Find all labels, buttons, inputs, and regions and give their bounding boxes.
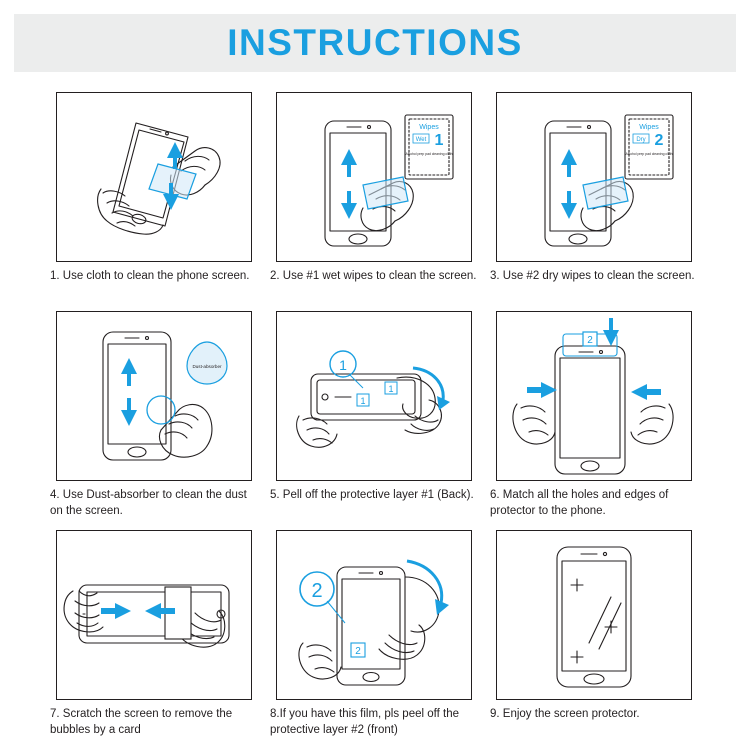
- step-illustration-8: [276, 530, 472, 700]
- step-illustration-7: [56, 530, 252, 700]
- svg-text:Alcohol prep pad cleaning clot: Alcohol prep pad cleaning cloth: [405, 152, 453, 156]
- layer-label-2a: 2: [587, 335, 593, 346]
- step-illustration-5: [276, 311, 472, 481]
- step-caption-7: 7. Scratch the screen to remove the bubbles by a card: [50, 708, 233, 736]
- wipes-label-2: Wipes: [419, 124, 439, 131]
- step-caption-5: 5. Pell off the protective layer #1 (Back).: [270, 489, 474, 501]
- svg-text:1: 1: [434, 132, 444, 149]
- step-cell-9: [484, 530, 704, 749]
- step-cell-7: [44, 530, 264, 749]
- wipes-label-3: Wipes: [639, 124, 659, 131]
- step-caption-6: 6. Match all the holes and edges of protector to the phone.: [490, 489, 669, 517]
- header-banner: [14, 14, 736, 72]
- svg-text:2: 2: [654, 132, 664, 149]
- step-caption-8: 8.If you have this film, pls peel off the protective layer #2 (front): [270, 708, 460, 736]
- svg-text:Dry: Dry: [636, 137, 646, 143]
- step-cell-6: [484, 311, 704, 530]
- step-cell-8: [264, 530, 484, 749]
- step-cell-4: [44, 311, 264, 530]
- step-caption-2: 2. Use #1 wet wipes to clean the screen.: [270, 270, 477, 282]
- step-illustration-6: [496, 311, 692, 481]
- layer-label-2b: 2: [311, 580, 323, 602]
- layer-label-1b: 1: [388, 384, 394, 394]
- step-illustration-2: [276, 92, 472, 262]
- step-caption-3: 3. Use #2 dry wipes to clean the screen.: [490, 270, 695, 282]
- steps-grid: [44, 92, 706, 749]
- step-cell-2: [264, 92, 484, 311]
- step-cell-3: [484, 92, 704, 311]
- dust-absorber-label: Dust-absorber: [192, 364, 222, 369]
- page-title: INSTRUCTIONS: [227, 22, 523, 63]
- step-cell-5: [264, 311, 484, 530]
- step-cell-1: [44, 92, 264, 311]
- layer-label-2c: 2: [355, 646, 361, 657]
- step-caption-9: 9. Enjoy the screen protector.: [490, 708, 640, 720]
- layer-label-1c: 1: [360, 396, 366, 406]
- step-illustration-4: [56, 311, 252, 481]
- step-illustration-3: [496, 92, 692, 262]
- step-illustration-1: [56, 92, 252, 262]
- step-caption-1: 1. Use cloth to clean the phone screen.: [50, 270, 250, 282]
- svg-text:Wet: Wet: [415, 137, 427, 143]
- step-illustration-9: [496, 530, 692, 700]
- step-caption-4: 4. Use Dust-absorber to clean the dust on the screen.: [50, 489, 247, 517]
- svg-text:Alcohol prep pad cleaning clot: Alcohol prep pad cleaning cloth: [625, 152, 673, 156]
- layer-label-1a: 1: [339, 357, 347, 373]
